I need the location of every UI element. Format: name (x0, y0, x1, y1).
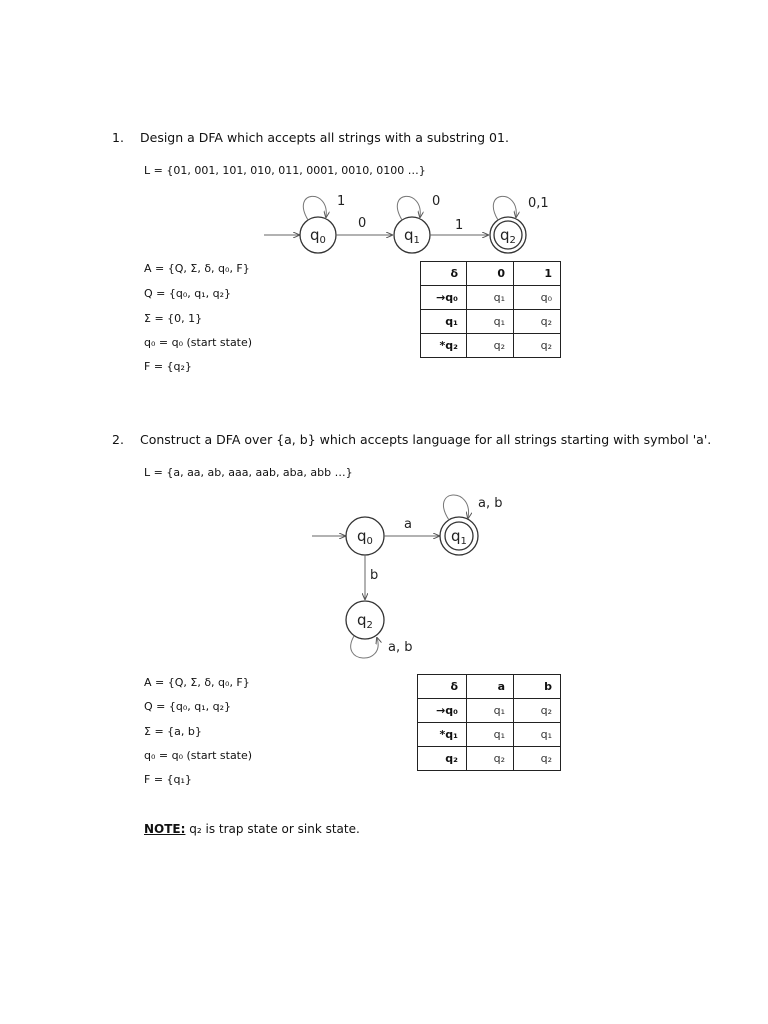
q2-def-final: F = {q₁} (144, 773, 192, 786)
q2-q1-self-loop (443, 495, 468, 520)
table-cell: q₁ (467, 723, 514, 747)
q2-edge-q0-q2-label: b (370, 568, 379, 583)
table-header-cell: δ (421, 262, 467, 286)
q1-state-q2-label: $q_2$ (500, 226, 516, 246)
q1-def-alphabet: Σ = {0, 1} (144, 312, 203, 325)
q1-q0-loop-label: 1 (337, 194, 346, 209)
q1-q1-loop-label: 0 (432, 194, 441, 209)
q2-state-q0-label: $q_0$ (357, 527, 373, 547)
q2-q1-loop-label: a, b (478, 496, 503, 511)
q1-q2-loop-label: 0,1 (528, 196, 549, 211)
table-header-cell: δ (418, 675, 467, 699)
q2-number: 2. (112, 432, 124, 447)
table-cell: q₂ (514, 699, 561, 723)
q2-heading (112, 432, 711, 447)
q1-title: Design a DFA which accepts all strings with a substring 01. (140, 130, 509, 145)
q2-dfa-diagram (306, 486, 516, 666)
table-header-row (421, 262, 561, 286)
q1-language: L = {01, 001, 101, 010, 011, 0001, 0010, 0100 …} (144, 164, 426, 177)
note-text: q₂ is trap state or sink state. (185, 822, 360, 836)
table-header-cell: b (514, 675, 561, 699)
table-cell: q₂ (514, 334, 561, 358)
q1-state-q0-label: $q_0$ (310, 226, 326, 246)
q1-def-states: Q = {q₀, q₁, q₂} (144, 287, 232, 300)
q1-heading (112, 130, 509, 145)
q2-def-tuple: A = {Q, Σ, δ, q₀, F} (144, 676, 250, 689)
q2-state-q1-label: $q_1$ (451, 527, 467, 547)
table-cell: q₂ (467, 747, 514, 771)
q1-transition-table (420, 261, 561, 358)
table-cell: q₂ (418, 747, 467, 771)
q2-title: Construct a DFA over {a, b} which accepts language for all strings starting with symbol 'a'. (140, 432, 712, 447)
table-row (421, 310, 561, 334)
table-cell: q₀ (514, 286, 561, 310)
q2-state-q2-label: $q_2$ (357, 611, 373, 631)
table-row (421, 334, 561, 358)
q1-edge-q1-q2-label: 1 (455, 218, 464, 233)
table-row (418, 699, 561, 723)
table-cell: q₁ (467, 286, 514, 310)
note-label: NOTE: (144, 822, 186, 836)
q1-def-start: q₀ = q₀ (start state) (144, 336, 253, 349)
q2-def-start: q₀ = q₀ (start state) (144, 749, 253, 762)
table-cell: q₂ (514, 310, 561, 334)
table-header-row (418, 675, 561, 699)
q2-transition-table (417, 674, 561, 771)
q1-def-tuple: A = {Q, Σ, δ, q₀, F} (144, 262, 250, 275)
q1-q2-self-loop (493, 196, 516, 220)
table-row (421, 286, 561, 310)
table-cell: *q₂ (421, 334, 467, 358)
q1-edge-q0-q1-label: 0 (358, 216, 367, 231)
q2-def-states: Q = {q₀, q₁, q₂} (144, 700, 232, 713)
table-row (418, 723, 561, 747)
table-header-cell: 0 (467, 262, 514, 286)
q1-number: 1. (112, 130, 124, 145)
q2-q2-loop-label: a, b (388, 640, 413, 655)
q1-q1-self-loop (397, 196, 420, 220)
q1-dfa-diagram (260, 184, 560, 254)
q1-def-final: F = {q₂} (144, 360, 192, 373)
table-header-cell: 1 (514, 262, 561, 286)
table-cell: *q₁ (418, 723, 467, 747)
q1-q0-self-loop (303, 196, 326, 220)
table-cell: q₁ (514, 723, 561, 747)
table-cell: →q₀ (418, 699, 467, 723)
q2-edge-q0-q1-label: a (404, 517, 412, 532)
table-row (418, 747, 561, 771)
table-cell: q₁ (467, 699, 514, 723)
table-header-cell: a (467, 675, 514, 699)
table-cell: q₂ (514, 747, 561, 771)
table-cell: q₁ (467, 310, 514, 334)
table-cell: →q₀ (421, 286, 467, 310)
q1-state-q1-label: $q_1$ (404, 226, 420, 246)
note (144, 822, 360, 836)
table-cell: q₁ (421, 310, 467, 334)
q2-language: L = {a, aa, ab, aaa, aab, aba, abb …} (144, 466, 353, 479)
q2-def-alphabet: Σ = {a, b} (144, 725, 202, 738)
table-cell: q₂ (467, 334, 514, 358)
